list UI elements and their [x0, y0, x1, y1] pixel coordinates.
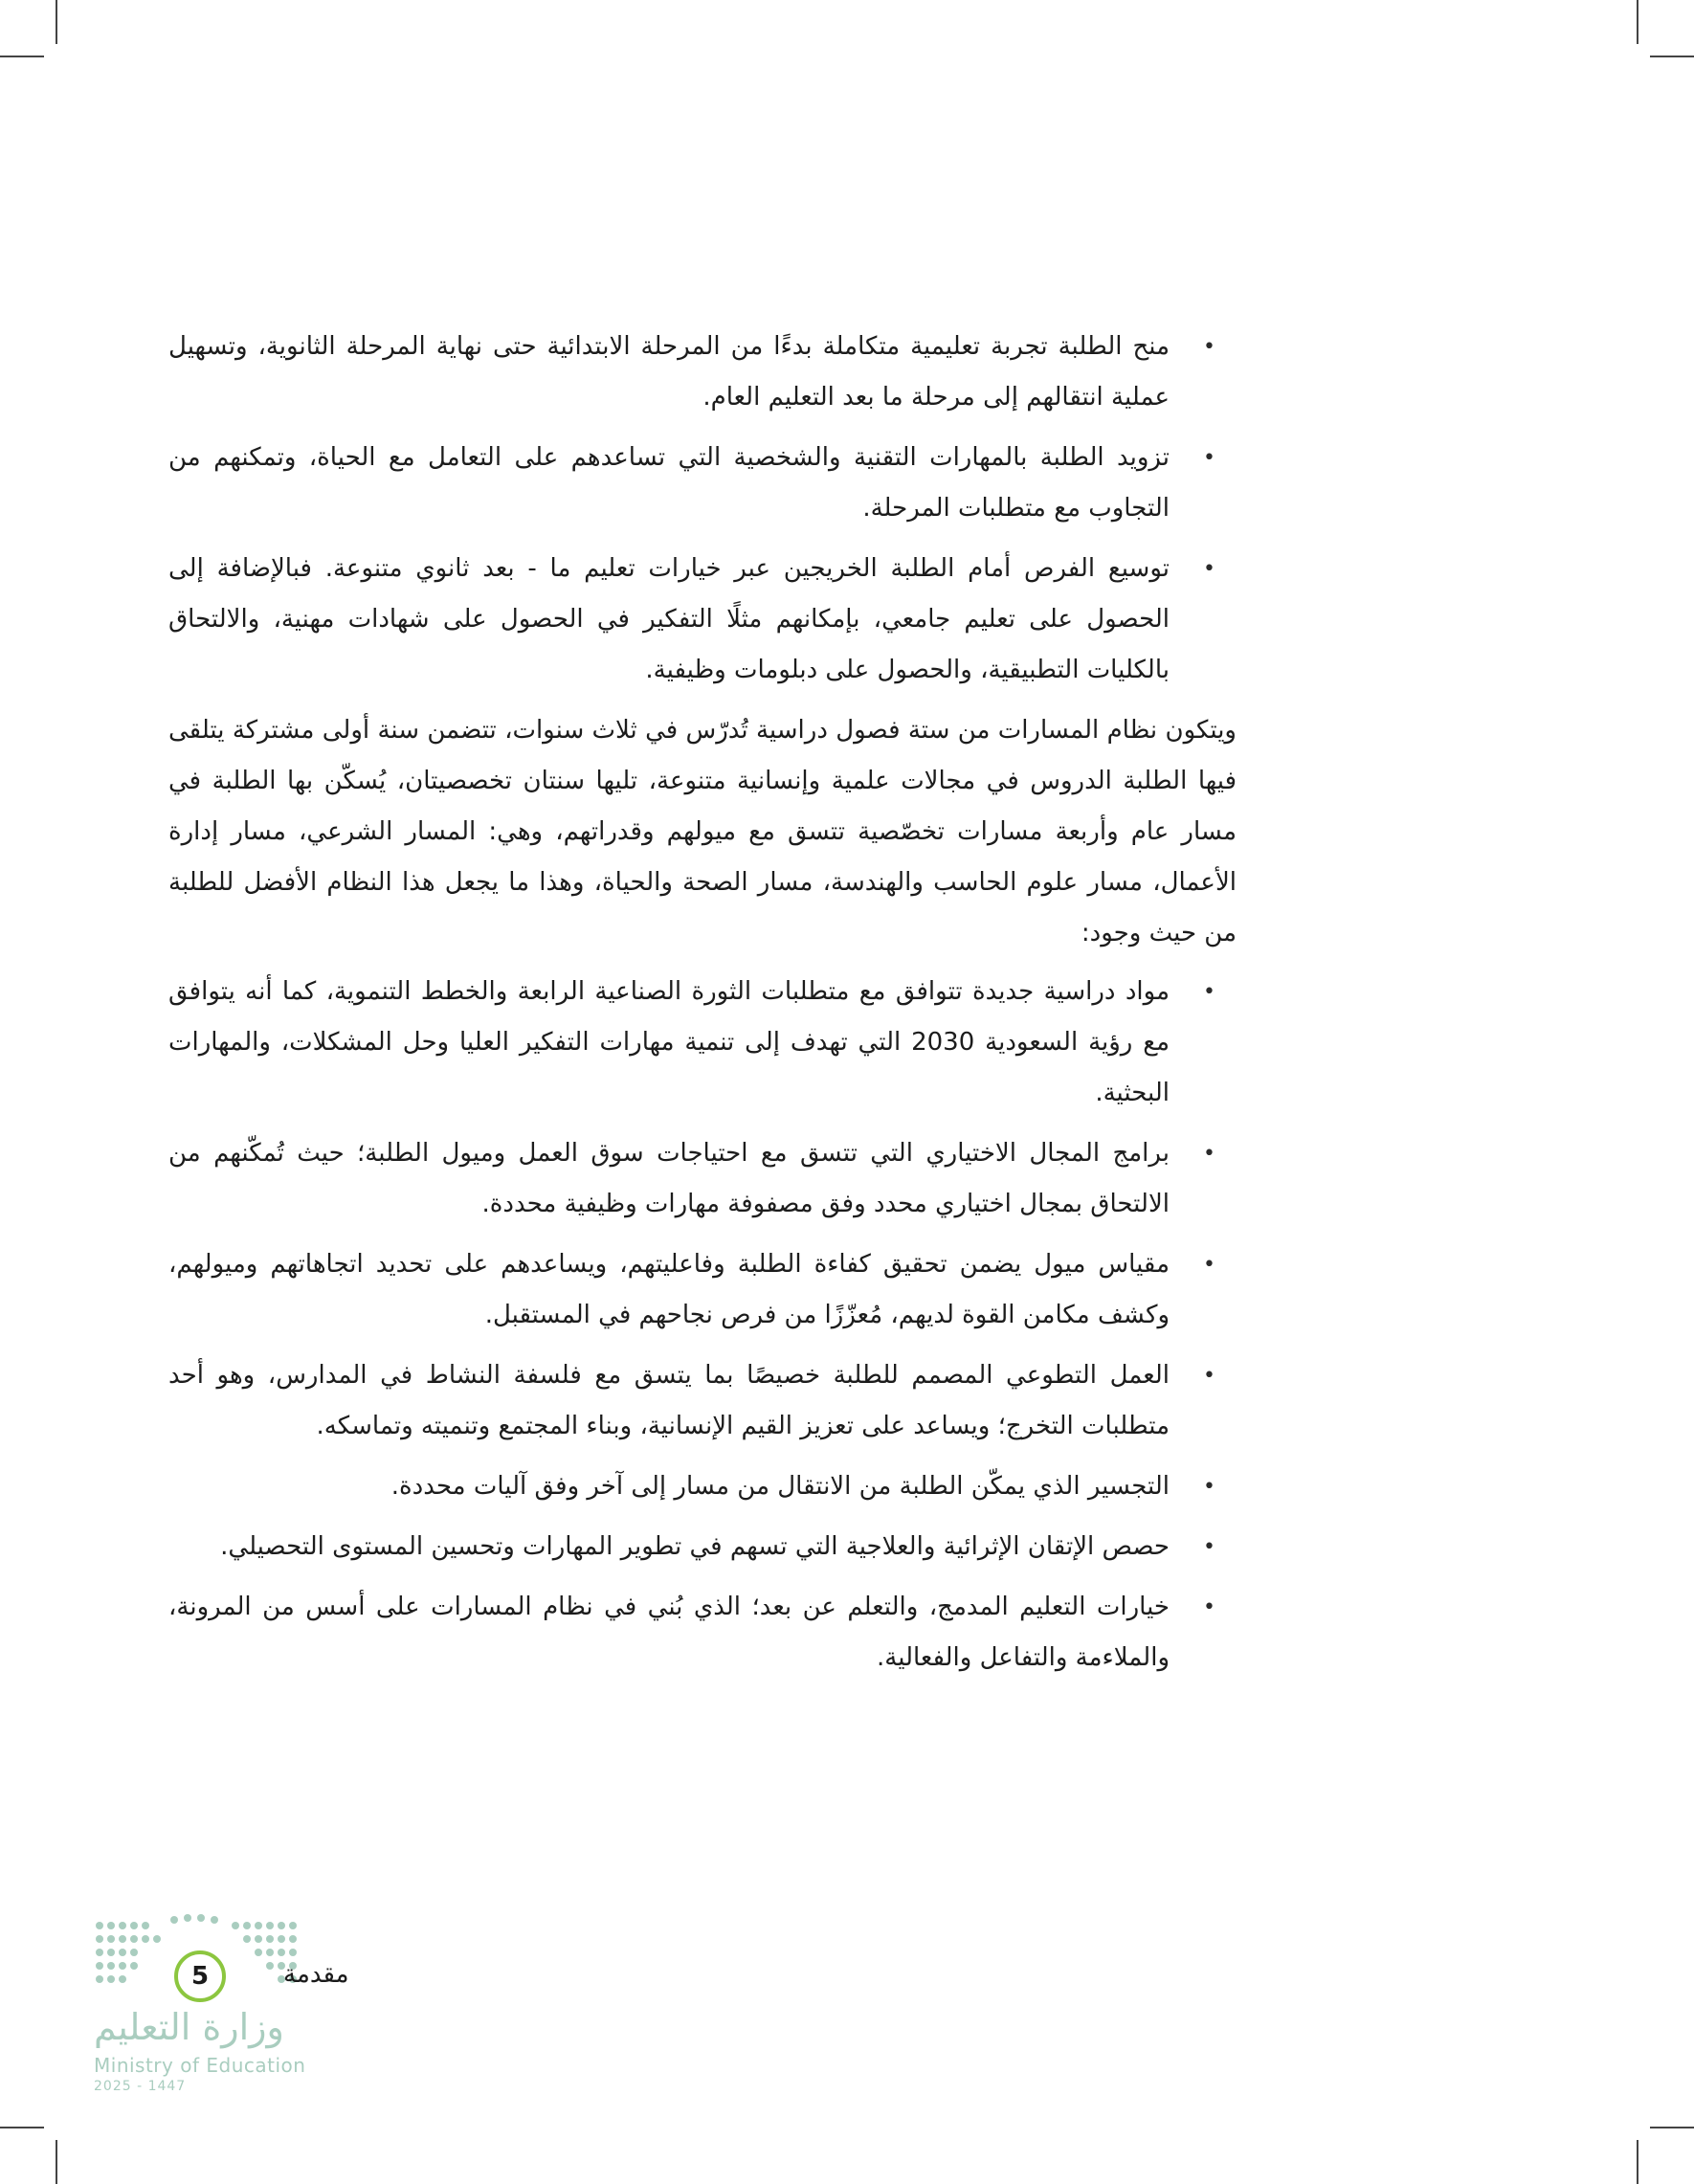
bullet-icon: •	[1203, 557, 1215, 581]
section-title: مقدمة	[283, 1960, 349, 1989]
list-item-text: مقياس ميول يضمن تحقيق كفاءة الطلبة وفاعليتهم، ويساعدهم على تحديد اتجاهاتهم وميولهم، وكشف مكامن القوة لديهم، مُعزّزًا من فرص نجاحهم في المستقبل.	[168, 1250, 1170, 1329]
list-item	[168, 1350, 1237, 1452]
bullet-icon: •	[1203, 980, 1215, 1004]
crop-mark	[0, 2127, 44, 2128]
bullet-icon: •	[1203, 446, 1215, 470]
crop-mark	[1650, 56, 1694, 57]
year-label: 2025 - 1447	[94, 2079, 187, 2094]
crop-mark	[1637, 0, 1638, 44]
list-item-text: توسيع الفرص أمام الطلبة الخريجين عبر خيارات تعليم ما - بعد ثانوي متنوعة. فبالإضافة إلى الحصول على تعليم جامعي، بإمكانهم مثلًا التفكير في الحصول على شهادات مهنية، والالتحاق بالكليات التطبيقية، والحصول على دبلومات وظيفية.	[168, 554, 1170, 684]
bullet-icon: •	[1203, 1253, 1215, 1277]
crop-mark	[1650, 2127, 1694, 2128]
crop-mark	[56, 0, 57, 44]
crop-mark	[1637, 2140, 1638, 2184]
list-item	[168, 1128, 1237, 1230]
list-item	[168, 1239, 1237, 1341]
list-item	[168, 433, 1237, 534]
list-item	[168, 967, 1237, 1119]
bullet-icon: •	[1203, 335, 1215, 359]
list-item-text: حصص الإتقان الإثرائية والعلاجية التي تسهم في تطوير المهارات وتحسين المستوى التحصيلي.	[220, 1532, 1170, 1561]
list-item	[168, 1582, 1237, 1683]
page-footer	[92, 1914, 417, 2094]
crop-mark	[0, 56, 44, 57]
intro-bullet-list	[168, 322, 1237, 696]
features-bullet-list	[168, 967, 1237, 1683]
list-item	[168, 1522, 1237, 1572]
body-paragraph: ويتكون نظام المسارات من ستة فصول دراسية تُدرّس في ثلاث سنوات، تتضمن سنة أولى مشتركة يتلقى فيها الطلبة الدروس في مجالات علمية وإنسانية متنوعة، تليها سنتان تخصصيتان، يُسكّن بها الطلبة في مسار عام وأربعة مسارات تخصّصية تتسق مع ميولهم وقدراتهم، وهي: المسار الشرعي، مسار إدارة الأعمال، مسار علوم الحاسب والهندسة، مسار الصحة والحياة، وهذا ما يجعل هذا النظام الأفضل للطلبة من حيث وجود:	[168, 716, 1237, 947]
crop-mark	[56, 2140, 57, 2184]
list-item	[168, 1461, 1237, 1512]
list-item-text: التجسير الذي يمكّن الطلبة من الانتقال من مسار إلى آخر وفق آليات محددة.	[390, 1472, 1170, 1501]
list-item-text: العمل التطوعي المصمم للطلبة خصيصًا بما يتسق مع فلسفة النشاط في المدارس، وهو أحد متطلبات التخرج؛ ويساعد على تعزيز القيم الإنسانية، وبناء المجتمع وتنميته وتماسكه.	[168, 1361, 1170, 1440]
list-item-text: مواد دراسية جديدة تتوافق مع متطلبات الثورة الصناعية الرابعة والخطط التنموية، كما أنه يتوافق مع رؤية السعودية 2030 التي تهدف إلى تنمية مهارات التفكير العليا وحل المشكلات، والمهارات البحثية.	[168, 977, 1170, 1107]
ministry-name-arabic: وزارة التعليم	[94, 2006, 284, 2048]
bullet-icon: •	[1203, 1142, 1215, 1166]
page-content	[168, 322, 1237, 1693]
page-number: 5	[190, 1962, 210, 1991]
list-item-text: منح الطلبة تجربة تعليمية متكاملة بدءًا من المرحلة الابتدائية حتى نهاية المرحلة الثانوية، وتسهيل عملية انتقالهم إلى مرحلة ما بعد التعليم العام.	[168, 332, 1170, 412]
list-item-text: تزويد الطلبة بالمهارات التقنية والشخصية التي تساعدهم على التعامل مع الحياة، وتمكنهم من التجاوب مع متطلبات المرحلة.	[168, 443, 1170, 523]
list-item-text: خيارات التعليم المدمج، والتعلم عن بعد؛ الذي بُني في نظام المسارات على أسس من المرونة، والملاءمة والتفاعل والفعالية.	[168, 1593, 1170, 1672]
bullet-icon: •	[1203, 1535, 1215, 1559]
bullet-icon: •	[1203, 1364, 1215, 1388]
list-item	[168, 544, 1237, 696]
ministry-name-english: Ministry of Education	[94, 2054, 306, 2077]
bullet-icon: •	[1203, 1475, 1215, 1499]
list-item	[168, 322, 1237, 423]
list-item-text: برامج المجال الاختياري التي تتسق مع احتياجات سوق العمل وميول الطلبة؛ حيث تُمكّنهم من الالتحاق بمجال اختياري محدد وفق مصفوفة مهارات وظيفية محددة.	[168, 1139, 1170, 1218]
bullet-icon: •	[1203, 1595, 1215, 1619]
